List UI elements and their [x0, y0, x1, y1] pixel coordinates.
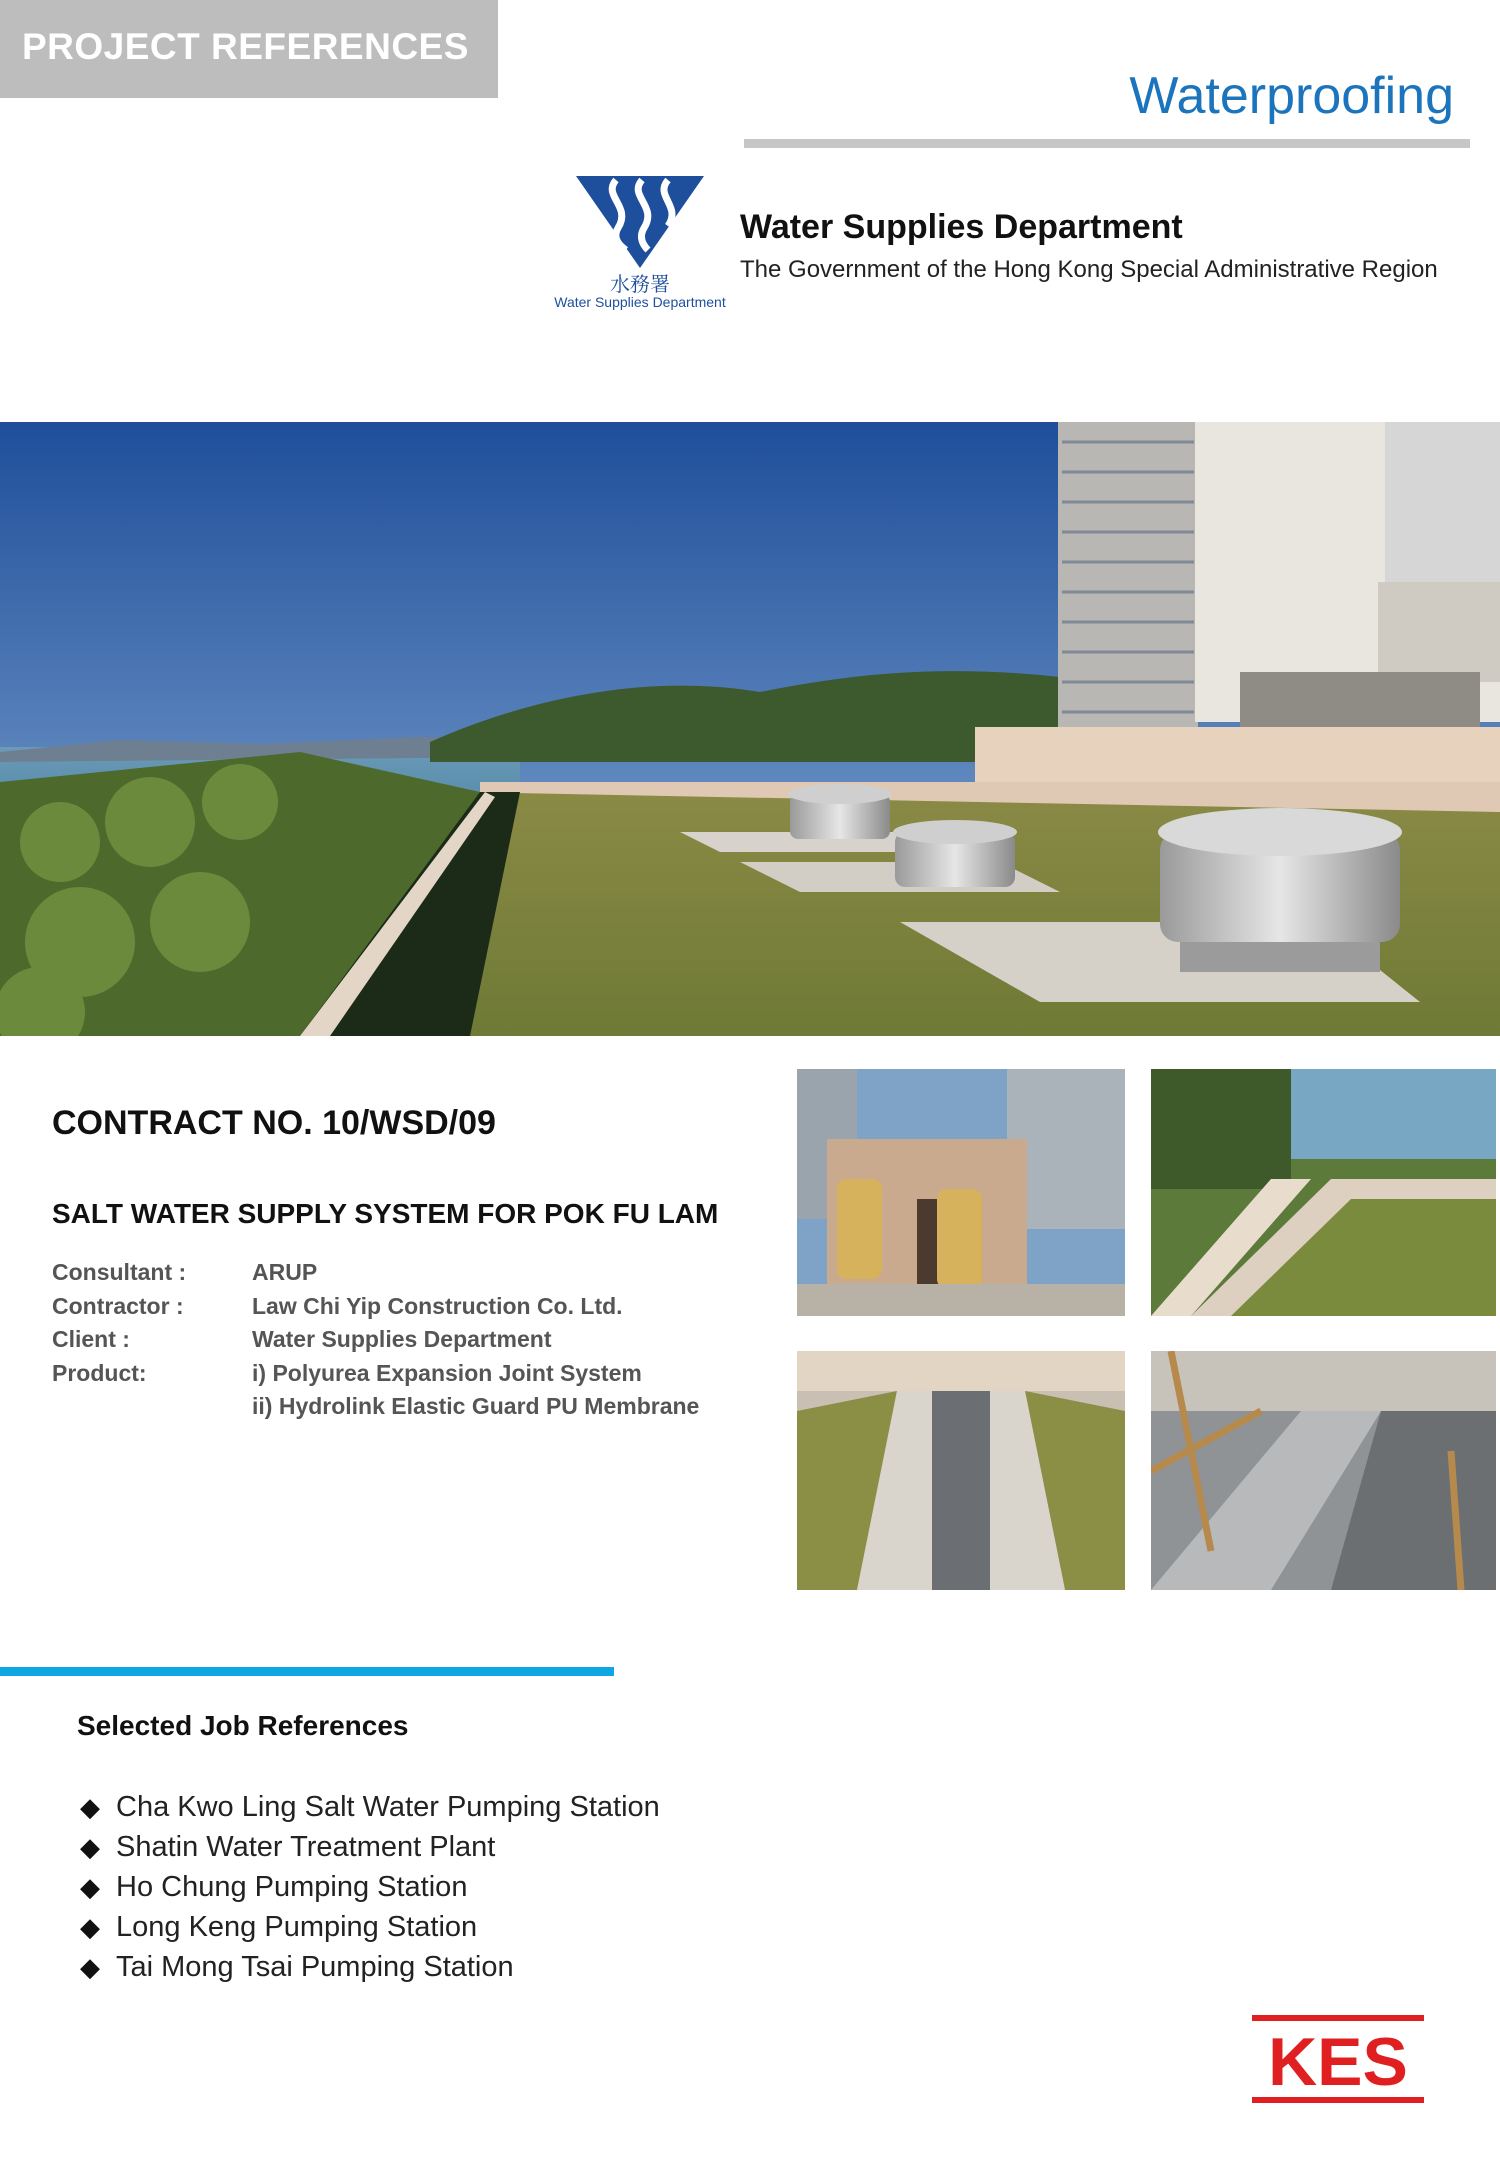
- category-divider: [744, 139, 1470, 148]
- detail-label: Client :: [52, 1326, 130, 1352]
- client-logo: [540, 176, 740, 316]
- detail-label: Contractor :: [52, 1292, 184, 1319]
- project-title: SALT WATER SUPPLY SYSTEM FOR POK FU LAM: [52, 1198, 719, 1229]
- hero-photo: [0, 422, 1500, 1036]
- reference-text: Long Keng Pumping Station: [116, 1910, 478, 1943]
- detail-row-client: [52, 1326, 699, 1360]
- list-item: [80, 1787, 660, 1827]
- contract-number: CONTRACT NO. 10/WSD/09: [52, 1104, 496, 1142]
- thumbnail-planter-wall: [1151, 1069, 1496, 1316]
- list-item: [80, 1907, 660, 1947]
- detail-label: Consultant :: [52, 1259, 187, 1285]
- section-tag: [0, 0, 498, 98]
- reference-text: Ho Chung Pumping Station: [116, 1870, 468, 1903]
- detail-value: ii) Hydrolink Elastic Guard PU Membrane: [252, 1393, 700, 1419]
- detail-value: Water Supplies Department: [252, 1326, 552, 1352]
- section-tag-label: PROJECT REFERENCES: [22, 26, 469, 67]
- logo-english-text: Water Supplies Department: [554, 294, 726, 310]
- list-item: [80, 1947, 660, 1987]
- list-item: [80, 1827, 660, 1867]
- brand-logo-text: KES: [1268, 2024, 1408, 2100]
- diamond-bullet-icon: ◆: [80, 1871, 100, 1902]
- reference-text: Cha Kwo Ling Salt Water Pumping Station: [116, 1790, 660, 1823]
- detail-row-contractor: [52, 1293, 699, 1327]
- thumbnail-pu-membrane: [1151, 1351, 1496, 1590]
- project-details: [52, 1259, 699, 1427]
- logo-chinese-text: 水務署: [610, 274, 670, 296]
- detail-value: Law Chi Yip Construction Co. Ltd.: [252, 1292, 623, 1319]
- wsd-wave-logo-icon: [576, 176, 704, 268]
- references-heading: Selected Job References: [77, 1710, 409, 1741]
- kes-logo: [1252, 2015, 1424, 2103]
- detail-value: i) Polyurea Expansion Joint System: [252, 1359, 642, 1386]
- diamond-bullet-icon: ◆: [80, 1791, 100, 1822]
- reference-text: Tai Mong Tsai Pumping Station: [116, 1950, 514, 1983]
- diamond-bullet-icon: ◆: [80, 1951, 100, 1982]
- detail-label: Product:: [52, 1359, 147, 1386]
- category-title: Waterproofing: [1129, 67, 1454, 125]
- thumbnail-pump-house: [797, 1069, 1125, 1316]
- thumbnail-expansion-joint: [797, 1351, 1125, 1590]
- diamond-bullet-icon: ◆: [80, 1911, 100, 1942]
- client-name: Water Supplies Department: [740, 208, 1183, 246]
- diamond-bullet-icon: ◆: [80, 1831, 100, 1862]
- detail-value: ARUP: [252, 1259, 318, 1285]
- list-item: [80, 1867, 660, 1907]
- detail-row-product: [52, 1360, 699, 1394]
- reference-text: Shatin Water Treatment Plant: [116, 1830, 496, 1863]
- client-subtitle: The Government of the Hong Kong Special Administrative Region: [740, 256, 1438, 283]
- detail-row-product-2: [52, 1393, 699, 1427]
- references-list: [80, 1787, 660, 1987]
- detail-label: [52, 1393, 252, 1427]
- section-divider: [0, 1667, 614, 1676]
- detail-row-consultant: [52, 1259, 699, 1293]
